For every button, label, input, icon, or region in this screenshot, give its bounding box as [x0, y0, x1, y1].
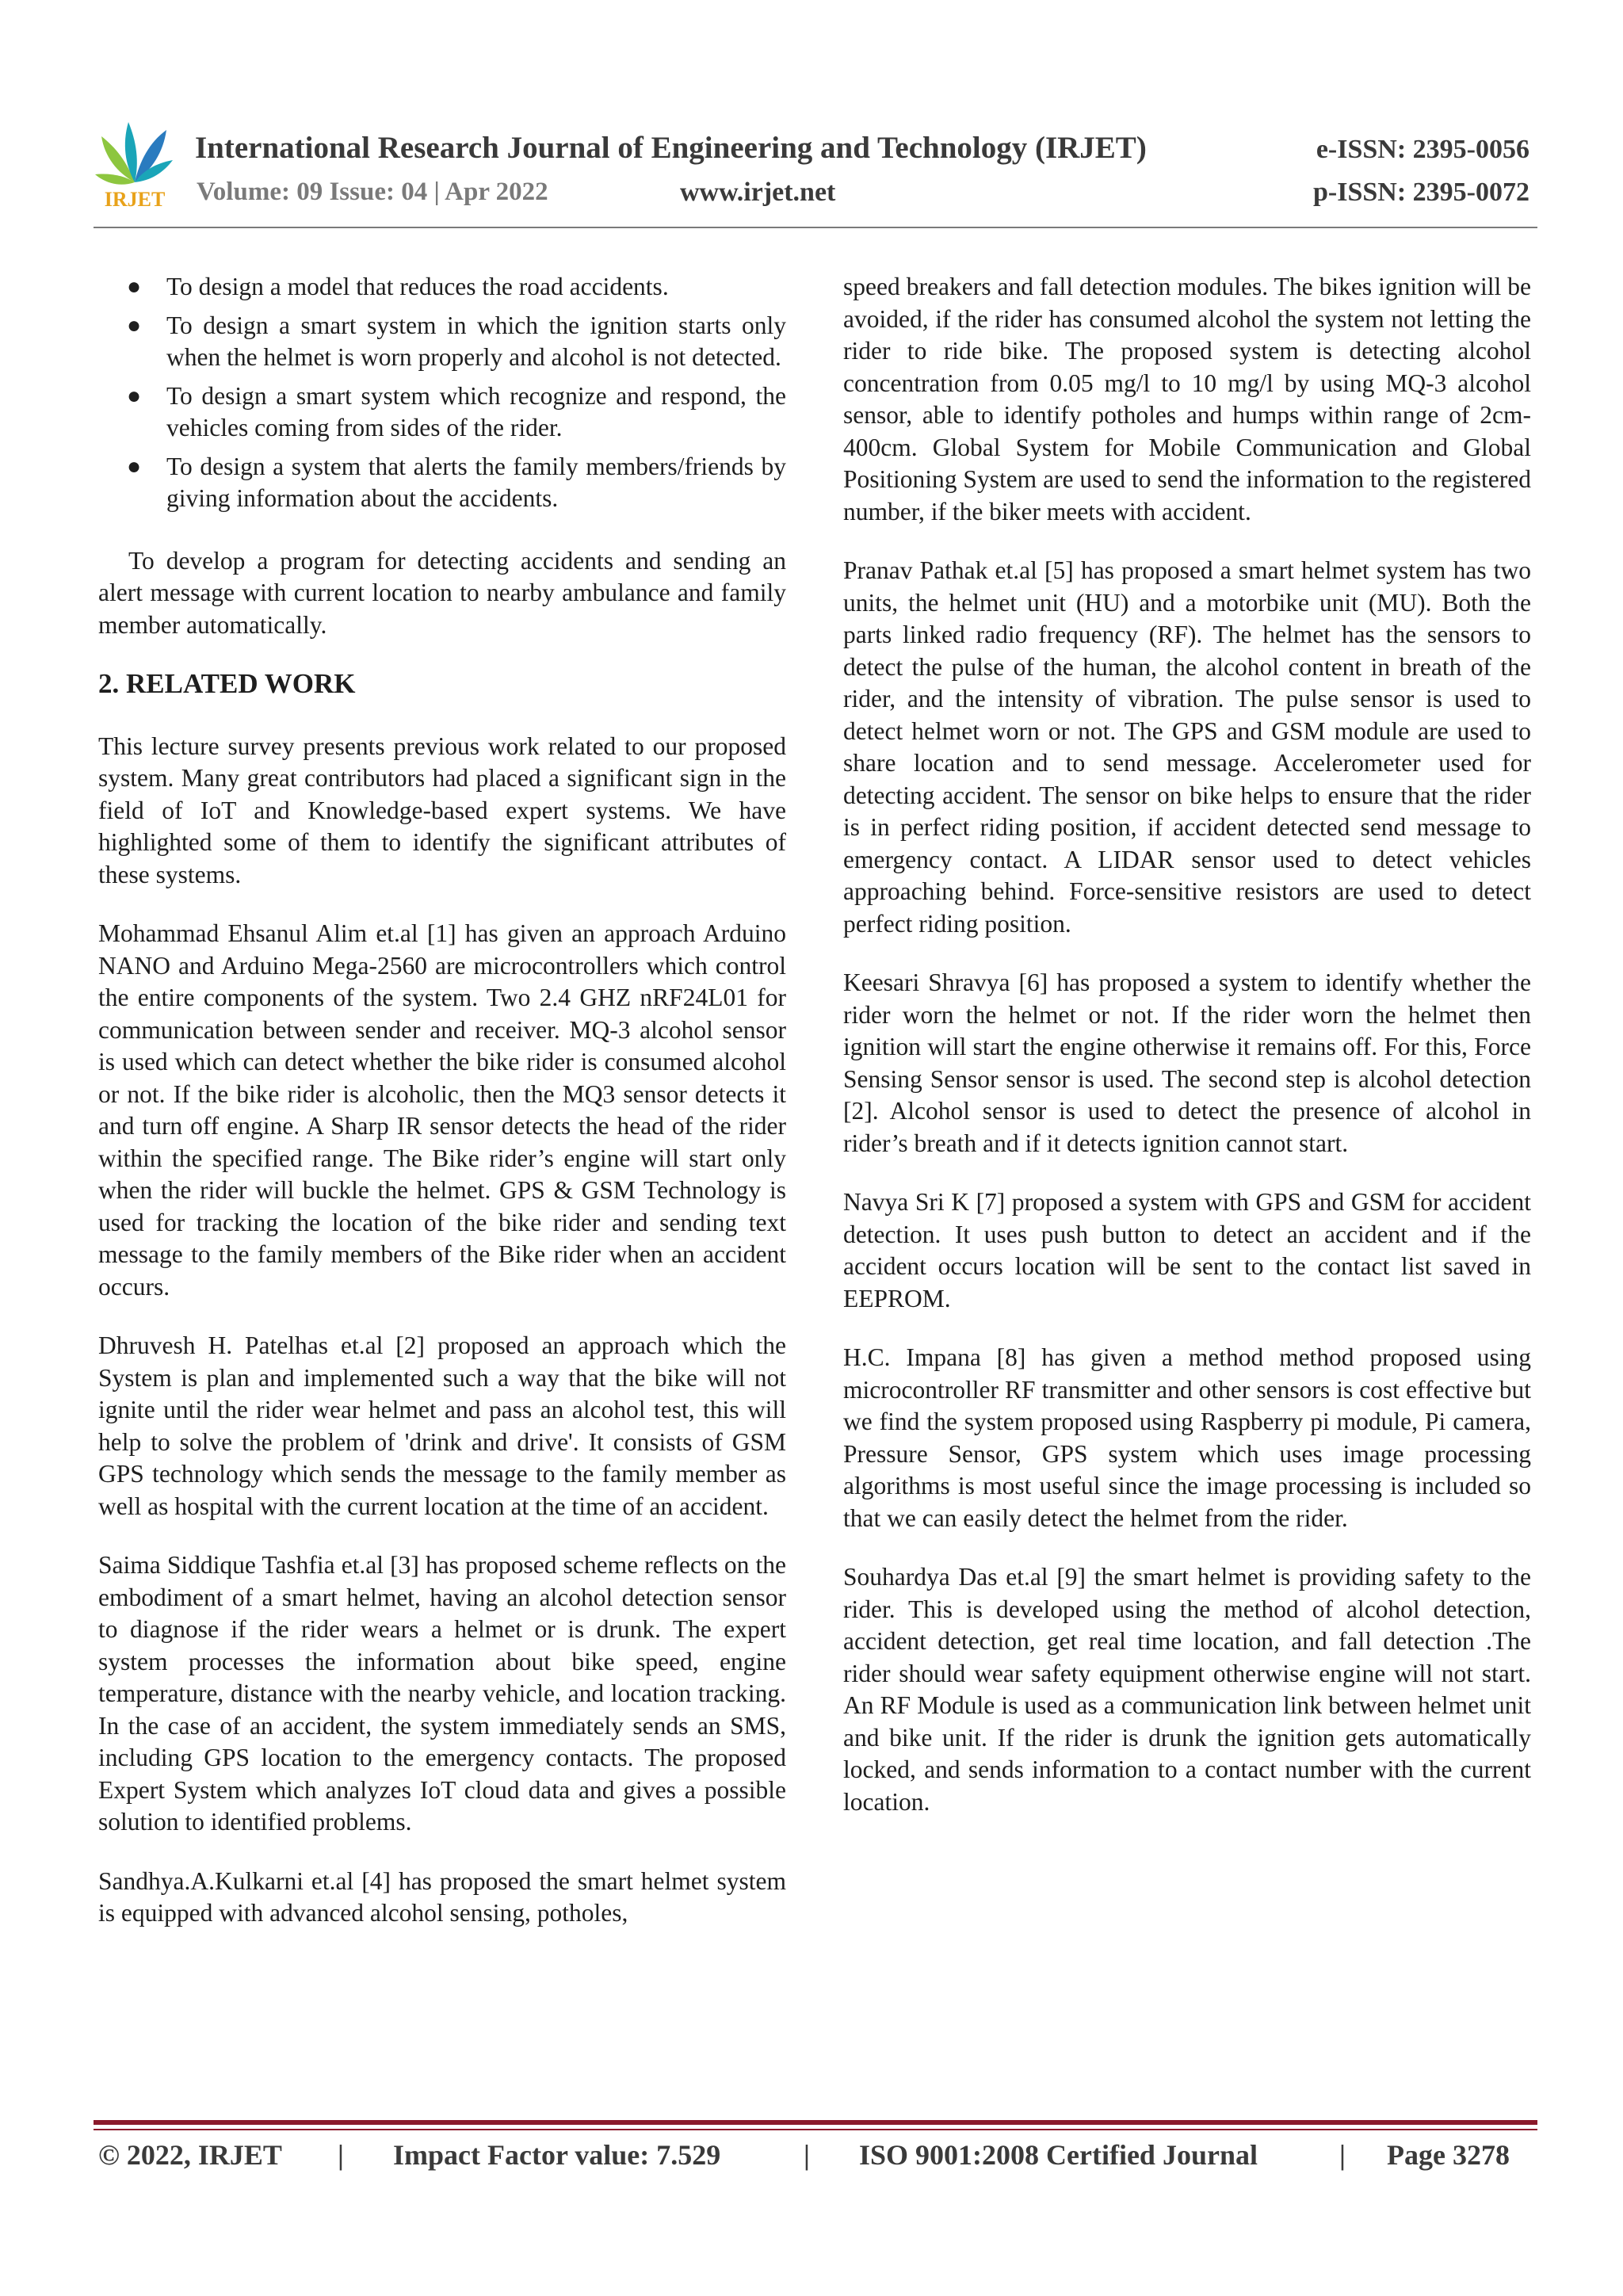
- footer-separator: |: [338, 2139, 344, 2171]
- footer-divider-thin: [94, 2129, 1537, 2130]
- paragraph: This lecture survey presents previous work related to our proposed system. Many great contributors had placed a significant sign in the field of IoT and Knowledge-based expert systems. We have highlighted some of them to identify the significant attributes of these systems.: [98, 732, 786, 888]
- paragraph: Mohammad Ehsanul Alim et.al [1] has given an approach Arduino NANO and Arduino Mega-2560 are microcontrollers which control the entire components of the system. Two 2.4 GHZ nRF24L01 for communication between sender and receiver. MQ-3 alcohol sensor is used which can detect whether the bike rider is consumed alcohol or not. If the bike rider is alcoholic, then the MQ3 sensor detects it and turn off engine. A Sharp IR sensor detects the head of the rider within the specified range. The Bike rider’s engine will start only when the rider will buckle the helmet. GPS & GSM Technology is used for tracking the location of the bike rider and sending text message to the family members of the Bike rider when an accident occurs.: [98, 919, 786, 1301]
- bullet-icon: ●: [127, 311, 142, 338]
- list-item: ● To design a smart system in which the ignition starts only when the helmet is worn properly and alcohol is not detected.: [127, 311, 786, 371]
- footer-separator: |: [804, 2139, 810, 2171]
- paragraph: Pranav Pathak et.al [5] has proposed a smart helmet system has two units, the helmet unit (HU) and a motorbike unit (MU). Both the parts linked radio frequency (RF). The helmet has the sensors to detect the pulse of the human, the alcohol content in breath of the rider, and the intensity of vibration. The pulse sensor is used to detect helmet worn or not. The GPS and GSM module are used to share location and to send message. Accelerometer used for detecting accident. The sensor on bike helps to ensure that the rider is in perfect riding position, if accident detected send message to emergency contact. A LIDAR sensor used to detect vehicles approaching behind. Force-sensitive resistors are used to detect perfect riding position.: [843, 556, 1531, 938]
- footer-separator: |: [1339, 2139, 1346, 2171]
- volume-issue: Volume: 09 Issue: 04 | Apr 2022: [197, 178, 548, 206]
- footer-divider-thick: [94, 2120, 1537, 2125]
- header-divider: [94, 227, 1537, 228]
- paragraph: Saima Siddique Tashfia et.al [3] has proposed scheme reflects on the embodiment of a smart helmet, having an alcohol detection sensor to diagnose if the rider wears a helmet or is drunk. The expert system processes the information about bike speed, engine temperature, distance with the nearby vehicle, and location tracking. In the case of an accident, the system immediately sends an SMS, including GPS location to the emergency contacts. The proposed Expert System which analyzes IoT cloud data and gives a possible solution to identified problems.: [98, 1551, 786, 1836]
- paragraph: Souhardya Das et.al [9] the smart helmet is providing safety to the rider. This is developed using the method of alcohol detection, accident detection, get real time location, and fall detection .The rider should wear safety equipment otherwise engine will not start. An RF Module is used as a communication link between helmet unit and bike unit. If the rider is drunk the ignition gets automatically locked, and sends information to a contact number with the current location.: [843, 1563, 1531, 1816]
- list-item: ● To design a system that alerts the family members/friends by giving information about the accidents.: [127, 452, 786, 512]
- p-issn: p-ISSN: 2395-0072: [1313, 178, 1529, 207]
- footer-iso: ISO 9001:2008 Certified Journal: [859, 2139, 1258, 2171]
- logo-text: IRJET: [104, 188, 166, 211]
- objectives-list: [98, 271, 786, 515]
- right-column: [843, 271, 1531, 1845]
- footer-impact-factor: Impact Factor value: 7.529: [393, 2139, 721, 2171]
- irjet-logo-icon: [94, 117, 176, 211]
- left-column: [98, 271, 786, 1957]
- section-heading: 2. RELATED WORK: [98, 668, 356, 699]
- bullet-icon: ●: [127, 273, 142, 300]
- journal-website: www.irjet.net: [680, 178, 836, 207]
- paragraph: speed breakers and fall detection modules. The bikes ignition will be avoided, if the rider has consumed alcohol the system not letting the rider to ride bike. The proposed system is detecting alcohol concentration from 0.05 mg/l to 10 mg/l by using MQ-3 alcohol sensor, able to identify potholes and humps within range of 2cm-400cm. Global System for Mobile Communication and Global Positioning System are used to send the information to the registered number, if the biker meets with accident.: [843, 273, 1531, 525]
- bullet-icon: ●: [127, 453, 142, 479]
- paragraph: Dhruvesh H. Patelhas et.al [2] proposed an approach which the System is plan and implemented such a way that the bike will not ignite until the rider wear helmet and pass an alcohol test, this will help to solve the problem of 'drink and drive'. It consists of GSM GPS technology which sends the message to the family member as well as hospital with the current location at the time of an accident.: [98, 1331, 786, 1520]
- journal-title: International Research Journal of Engineering and Technology (IRJET): [195, 131, 1147, 165]
- paragraph: H.C. Impana [8] has given a method method proposed using microcontroller RF transmitter and other sensors is cost effective but we find the system proposed using Raspberry pi module, Pi camera, Pressure Sensor, GPS system which uses image processing algorithms is most useful since the image processing is included so that we can easily detect the helmet from the rider.: [843, 1343, 1531, 1532]
- e-issn: e-ISSN: 2395-0056: [1316, 135, 1529, 164]
- paragraph: Sandhya.A.Kulkarni et.al [4] has proposed the smart helmet system is equipped with advanced alcohol sensing, potholes,: [98, 1866, 786, 1927]
- list-item: ● To design a smart system which recognize and respond, the vehicles coming from sides of the rider.: [127, 381, 786, 441]
- list-item: ● To design a model that reduces the road accidents.: [98, 271, 786, 304]
- paragraph: Keesari Shravya [6] has proposed a system to identify whether the rider worn the helmet or not. If the rider worn the helmet then ignition will start the engine otherwise it remains off. For this, Force Sensing Sensor sensor is used. The second step is alcohol detection [2]. Alcohol sensor is used to detect the presence of alcohol in rider’s breath and if it detects ignition cannot start.: [843, 968, 1531, 1157]
- footer-page-number: Page 3278: [1387, 2139, 1510, 2171]
- bullet-icon: ●: [127, 382, 142, 409]
- footer-copyright: © 2022, IRJET: [98, 2139, 282, 2171]
- objective-paragraph: To develop a program for detecting accidents and sending an alert message with current location to nearby ambulance and family member automatically.: [98, 546, 786, 639]
- paragraph: Navya Sri K [7] proposed a system with GPS and GSM for accident detection. It uses push button to detect an accident and if the accident occurs location will be sent to the contact list saved in EEPROM.: [843, 1188, 1531, 1312]
